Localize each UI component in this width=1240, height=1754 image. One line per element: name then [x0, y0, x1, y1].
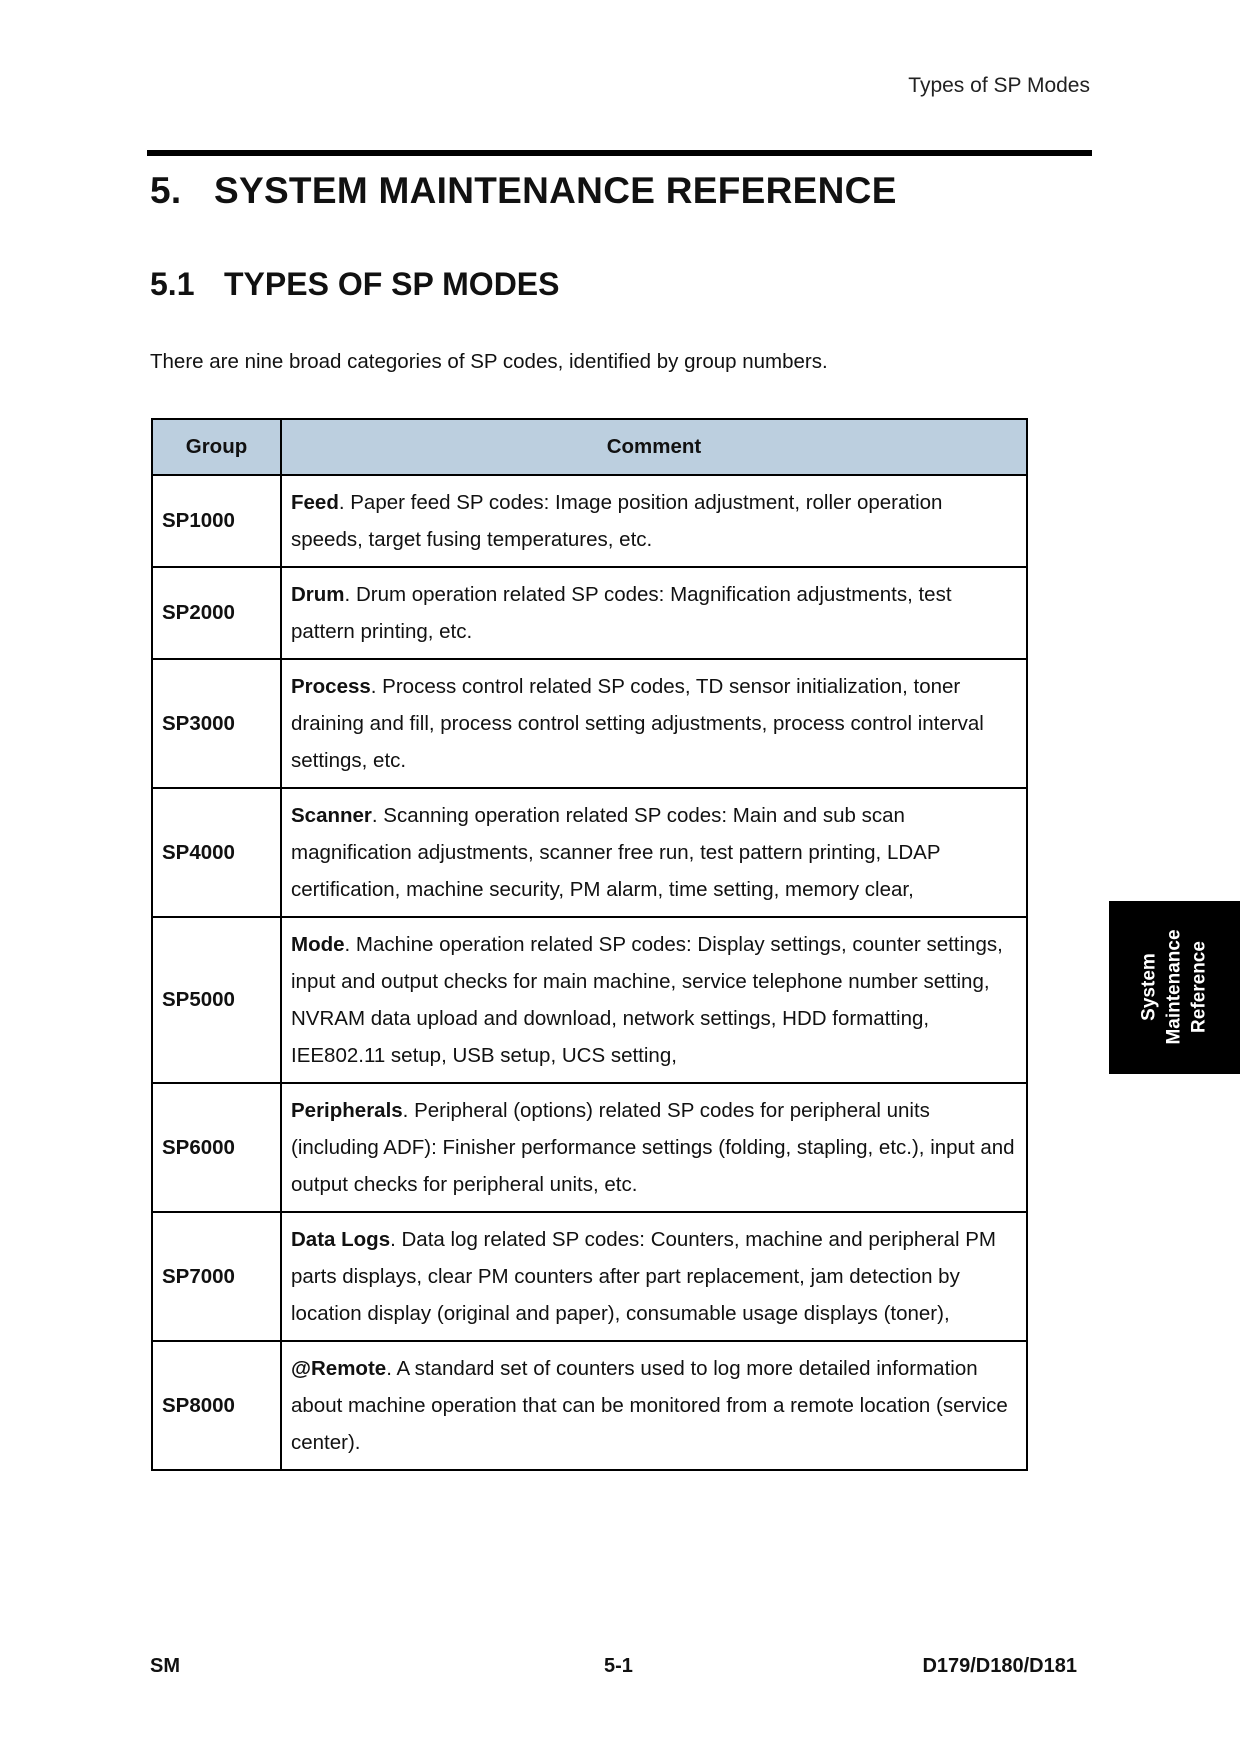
sp-group-description: . Scanning operation related SP codes: Main and sub scan magnification adjustments, scanner free run, test pattern printing, LDAP certification, machine security, PM alarm, time setting, memory clear, [291, 804, 941, 901]
sp-group-code: SP1000 [152, 475, 281, 567]
sp-group-name: Data Logs [291, 1228, 391, 1251]
chapter-title-text: SYSTEM MAINTENANCE REFERENCE [214, 170, 897, 211]
table-row [152, 1341, 1027, 1470]
sp-group-name: Process [291, 675, 371, 698]
sp-group-name: Peripherals [291, 1099, 403, 1122]
sp-group-code: SP8000 [152, 1341, 281, 1470]
sp-group-description: . Paper feed SP codes: Image position adjustment, roller operation speeds, target fusing temperatures, etc. [291, 491, 943, 551]
sp-group-code: SP4000 [152, 788, 281, 917]
table-row [152, 1083, 1027, 1212]
section-title-text: TYPES OF SP MODES [224, 266, 560, 302]
section-number: 5.1 [150, 266, 195, 302]
sp-group-name: Drum [291, 583, 345, 606]
section-title [150, 266, 559, 303]
column-header-group: Group [152, 419, 281, 475]
chapter-side-tab[interactable] [1109, 901, 1240, 1074]
side-tab-line: System [1138, 953, 1160, 1021]
header-rule [147, 150, 1092, 156]
sp-group-comment [281, 659, 1027, 788]
intro-paragraph: There are nine broad categories of SP codes, identified by group numbers. [150, 350, 828, 373]
table-body [152, 475, 1027, 1470]
sp-group-description: . Peripheral (options) related SP codes for peripheral units (including ADF): Finisher performance settings (folding, stapling, etc.), input and output checks for peripheral units, etc. [291, 1099, 1015, 1196]
sp-group-comment [281, 1212, 1027, 1341]
table-row [152, 659, 1027, 788]
table-row [152, 475, 1027, 567]
table-row [152, 917, 1027, 1083]
sp-group-code: SP5000 [152, 917, 281, 1083]
side-tab-line: Reference [1188, 941, 1210, 1033]
sp-group-comment [281, 1083, 1027, 1212]
column-header-comment: Comment [281, 419, 1027, 475]
side-tab-label [1137, 929, 1212, 1044]
sp-group-description: . Data log related SP codes: Counters, machine and peripheral PM parts displays, clear PM counters after part replacement, jam detection by location display (original and paper), consumable usage displays (toner), [291, 1228, 996, 1325]
table-row [152, 788, 1027, 917]
sp-group-description: . Machine operation related SP codes: Display settings, counter settings, input and output checks for main machine, service telephone number setting, NVRAM data upload and download, network settings, HDD formatting, IEE802.11 setup, USB setup, UCS setting, [291, 933, 1003, 1067]
table-row [152, 567, 1027, 659]
sp-group-description: . Drum operation related SP codes: Magnification adjustments, test pattern printing, etc. [291, 583, 952, 643]
sp-group-comment [281, 475, 1027, 567]
sp-group-description: . Process control related SP codes, TD sensor initialization, toner draining and fill, process control setting adjustments, process control interval settings, etc. [291, 675, 984, 772]
sp-group-comment [281, 1341, 1027, 1470]
sp-group-code: SP6000 [152, 1083, 281, 1212]
sp-group-name: Mode [291, 933, 345, 956]
sp-group-comment [281, 917, 1027, 1083]
chapter-title [150, 170, 897, 212]
chapter-number: 5. [150, 170, 182, 211]
sp-group-code: SP7000 [152, 1212, 281, 1341]
table-row [152, 1212, 1027, 1341]
footer-page-number: 5-1 [604, 1655, 633, 1677]
sp-group-code: SP2000 [152, 567, 281, 659]
sp-group-description: . A standard set of counters used to log more detailed information about machine operation that can be monitored from a remote location (service center). [291, 1357, 1008, 1454]
sp-groups-table [151, 418, 1028, 1471]
footer-model-numbers: D179/D180/D181 [922, 1655, 1077, 1677]
sp-group-name: Feed [291, 491, 339, 514]
footer-left: SM [150, 1655, 180, 1677]
sp-group-comment [281, 567, 1027, 659]
running-header: Types of SP Modes [908, 74, 1090, 97]
sp-group-name: @Remote [291, 1357, 387, 1380]
table-header-row [152, 419, 1027, 475]
sp-group-code: SP3000 [152, 659, 281, 788]
side-tab-line: Maintenance [1163, 929, 1185, 1045]
sp-group-name: Scanner [291, 804, 372, 827]
sp-group-comment [281, 788, 1027, 917]
